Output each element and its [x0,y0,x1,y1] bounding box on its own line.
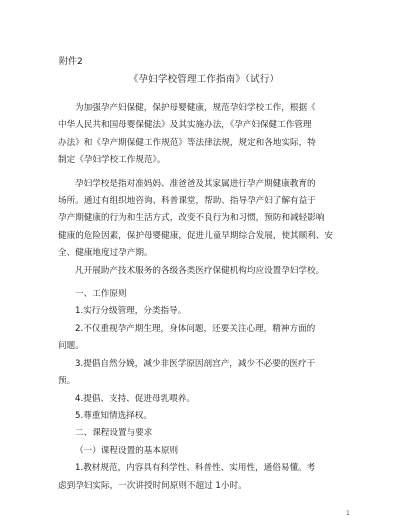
text-line: 孕产期健康的行为和生活方式，改变不良行为和习惯，预防和减轻影响 [58,213,325,224]
text-line: 中华人民共和国母婴保健法》及其实施办法，《孕产妇保健工作管理 [58,120,312,131]
document-body [58,100,358,495]
section-heading: 一、工作原则 [75,289,127,300]
text-line: 凡开展助产技术服务的各级各类医疗保健机构均应设置孕妇学校。 [75,265,325,276]
list-item: 1.实行分级管理，分类指导。 [75,306,187,317]
scope-paragraph [58,263,358,280]
text-line: 健康的危险因素，保护母婴健康，促进儿童早期综合发展，使其顺利、安 [58,230,334,241]
list-item: 5.尊重知情选择权。 [75,410,152,421]
list-item: 4.提倡、支持、促进母乳喂养。 [75,393,195,404]
text-line: 为加强孕产妇保健，保护母婴健康，规范孕妇学校工作，根据《 [75,103,316,113]
list-item-continuation: 问题。 [58,341,84,352]
annex-label: 附件2 [59,57,83,67]
text-line: 制定《孕妇学校工作规范》。 [58,155,166,166]
intro-paragraph [58,100,358,170]
text-line: 场所。通过有组织地咨询、科普课堂，帮助、指导孕产妇了解有益于 [58,196,316,207]
list-item: 2.不仅重视孕产期生理，身体问题，还要关注心理，精神方面的 [75,323,316,334]
text-line: 孕妇学校是指对准妈妈、准爸爸及其家属进行孕产期健康教育的 [75,178,316,189]
text-line: 全、健康地度过孕产期。 [58,248,153,259]
section-heading: 二、课程设置与要求 [75,428,153,439]
page-number: 1 [346,510,350,517]
definition-paragraph [58,176,358,263]
text-line: 办法》和《孕产期保健工作规范》等法律法规，规定和各地实际，特 [58,137,316,148]
section-one [58,286,358,425]
subsection-heading: （一）课程设置的基本原则 [75,445,179,456]
list-item-continuation: 虑到孕妇实际，一次讲授时间原则不超过 1小时。 [58,480,247,491]
list-item: 1.教材规范，内容具有科学性、科普性、实用性，通俗易懂。考 [75,463,316,474]
document-title: 《孕妇学校管理工作指南》（试行） [128,74,280,85]
list-item: 3.提倡自然分娩，减少非医学原因剖宫产，减少不必要的医疗干 [75,358,316,369]
list-item-continuation: 预。 [58,376,76,387]
section-two [58,425,358,495]
